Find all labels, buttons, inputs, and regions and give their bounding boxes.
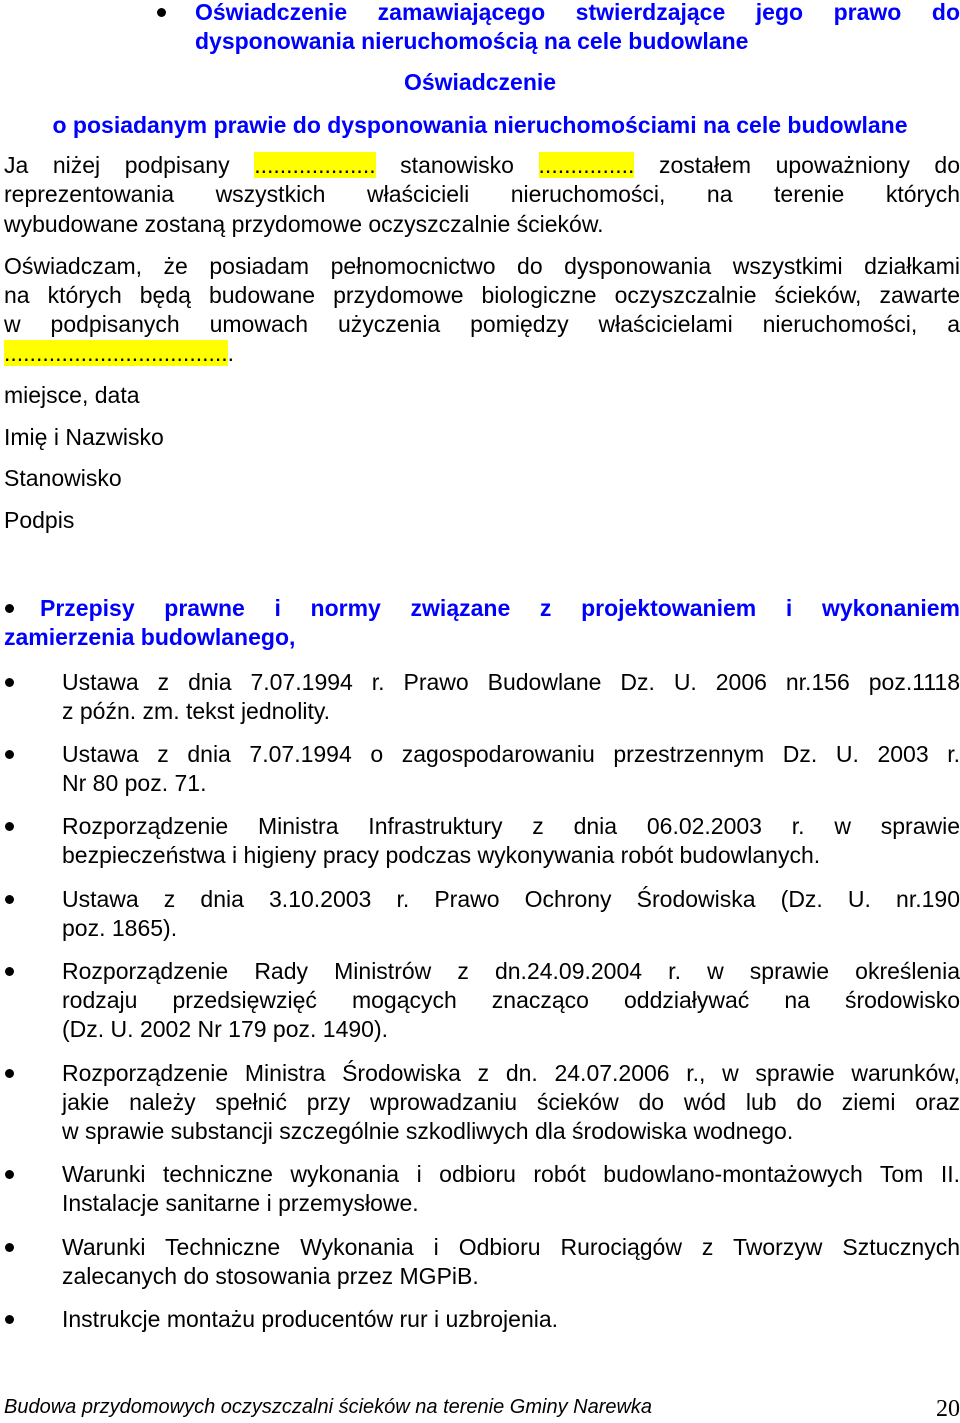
declaration-paragraph-line: reprezentowania wszystkich właścicieli nieruchomości, na terenie których [4,181,960,207]
fill-in-blank[interactable]: ................... [254,152,376,178]
list-item-line: z późn. zm. tekst jednolity. [62,698,331,724]
declaration-paragraph-line: Oświadczam, że posiadam pełnomocnictwo do dysponowania wszystkimi działkami [4,253,960,279]
section-title-line: Przepisy prawne i normy związane z projektowaniem i wykonaniem [40,595,960,621]
declaration-paragraph-line: wybudowane zostaną przydomowe oczyszczalnie ścieków. [4,211,604,237]
bullet-icon [5,1243,14,1252]
name-label: Imię i Nazwisko [4,424,164,450]
bullet-icon [5,1170,14,1179]
footer-divider [0,1388,960,1389]
list-item-line: Rozporządzenie Ministra Środowiska z dn. 24.07.2006 r., w sprawie warunków, [62,1060,960,1086]
list-item-line: zalecanych do stosowania przez MGPiB. [62,1263,479,1289]
bullet-icon [5,1315,14,1324]
bullet-icon [5,678,14,687]
list-item-line: Warunki techniczne wykonania i odbioru robót budowlano-montażowych Tom II. [62,1161,960,1187]
declaration-subheading: o posiadanym prawie do dysponowania nieruchomościami na cele budowlane [52,112,908,138]
list-item-line: rodzaju przedsięwzięć mogących znacząco oddziaływać na środowisko [62,987,960,1013]
fill-in-blank[interactable]: ................................... [4,340,228,366]
declaration-paragraph-line: .................................... [4,340,235,366]
list-item-line: Instalacje sanitarne i przemysłowe. [62,1190,419,1216]
bullet-icon [157,8,166,17]
list-item-line: poz. 1865). [62,915,178,941]
bullet-icon [5,750,14,759]
declaration-paragraph-line: na których będą budowane przydomowe biologiczne oczyszczalnie ścieków, zawarte [4,282,960,308]
list-item-line: Ustawa z dnia 7.07.1994 r. Prawo Budowlane Dz. U. 2006 nr.156 poz.1118 [62,669,960,695]
list-item-line: bezpieczeństwa i higieny pracy podczas wykonywania robót budowlanych. [62,842,821,868]
list-item-line: Rozporządzenie Rady Ministrów z dn.24.09.2004 r. w sprawie określenia [62,958,960,984]
list-item-line: Instrukcje montażu producentów rur i uzbrojenia. [62,1306,559,1332]
page-number: 20 [936,1396,960,1422]
bullet-icon [5,604,14,613]
list-item-line: Rozporządzenie Ministra Infrastruktury z dnia 06.02.2003 r. w sprawie [62,813,960,839]
list-item-line: Ustawa z dnia 3.10.2003 r. Prawo Ochrony Środowiska (Dz. U. nr.190 [62,886,960,912]
list-item-line: w sprawie substancji szczególnie szkodliwych dla środowiska wodnego. [62,1118,794,1144]
bullet-icon [5,895,14,904]
bullet-icon [5,1069,14,1078]
footer-title: Budowa przydomowych oczyszczalni ścieków na terenie Gminy Narewka [4,1396,653,1418]
declaration-paragraph-line: Ja niżej podpisany ................... stanowisko ............... zostałem upoważniony do [4,152,960,178]
bullet-icon [5,967,14,976]
position-label: Stanowisko [4,465,122,491]
list-item-line: (Dz. U. 2002 Nr 179 poz. 1490). [62,1016,388,1042]
section-title-line: zamierzenia budowlanego, [4,624,296,650]
place-date-label: miejsce, data [4,382,140,408]
list-item-line: Nr 80 poz. 71. [62,770,207,796]
section-title-line: dysponowania nieruchomością na cele budowlane [195,28,749,54]
section-title-line: Oświadczenie zamawiającego stwierdzające jego prawo do [195,0,960,25]
declaration-paragraph-line: w podpisanych umowach użyczenia pomiędzy właścicielami nieruchomości, a [4,311,960,337]
bullet-icon [5,822,14,831]
list-item-line: jakie należy spełnić przy wprowadzaniu ścieków do wód lub do ziemi oraz [62,1089,960,1115]
list-item-line: Ustawa z dnia 7.07.1994 o zagospodarowaniu przestrzennym Dz. U. 2003 r. [62,741,960,767]
declaration-heading: Oświadczenie [403,69,557,95]
signature-label: Podpis [4,507,75,533]
fill-in-blank[interactable]: ............... [538,152,635,178]
list-item-line: Warunki Techniczne Wykonania i Odbioru Rurociągów z Tworzyw Sztucznych [62,1234,960,1260]
